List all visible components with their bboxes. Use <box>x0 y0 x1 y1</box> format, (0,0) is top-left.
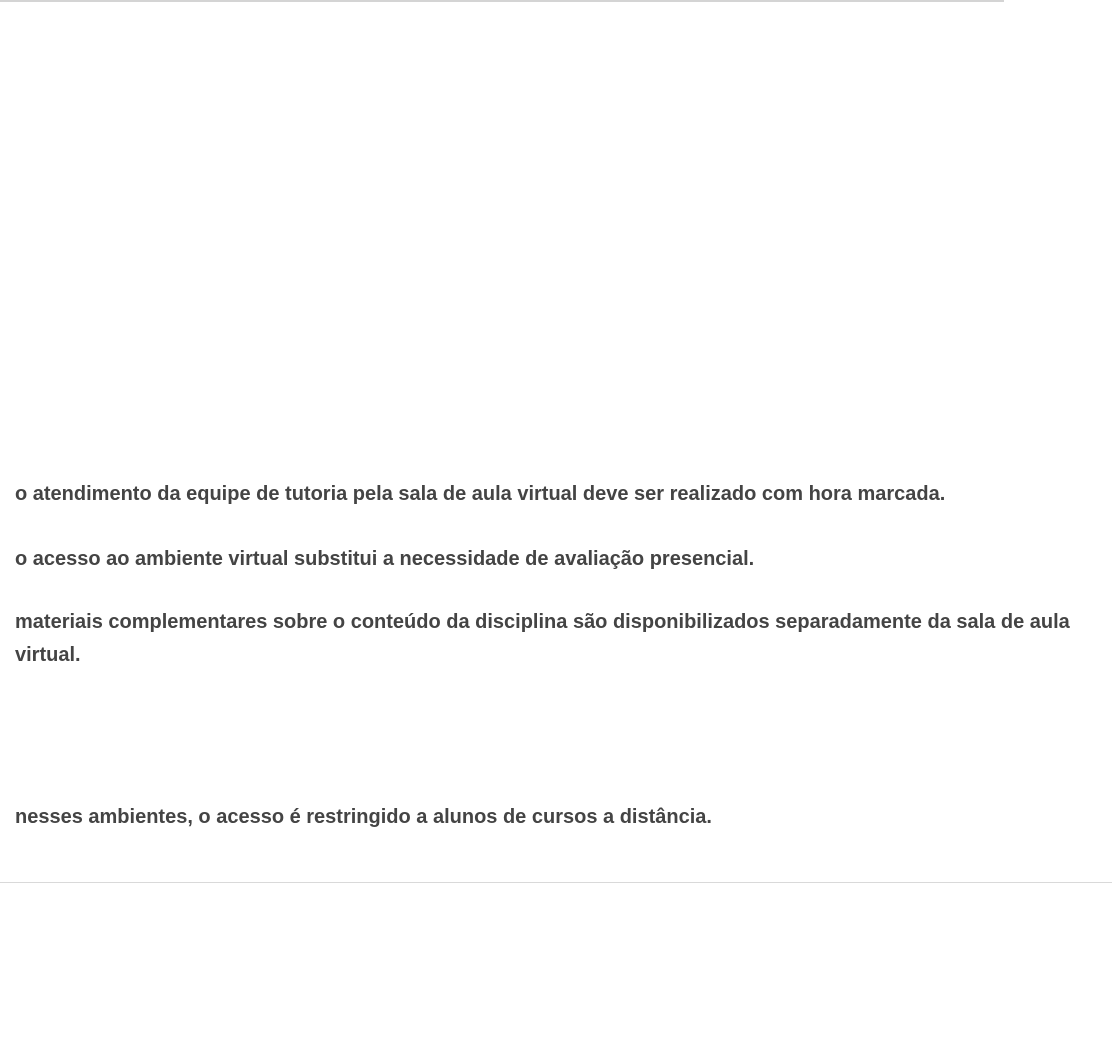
answer-option-2[interactable]: o acesso ao ambiente virtual substitui a necessidade de avaliação presencial. <box>15 548 755 570</box>
bottom-divider <box>0 882 1112 883</box>
top-divider <box>0 0 1004 2</box>
answer-option-3[interactable]: materiais complementares sobre o conteúdo da disciplina são disponibilizados separadamente da sala de aula virtual. <box>15 611 1070 666</box>
answer-option-1[interactable]: o atendimento da equipe de tutoria pela sala de aula virtual deve ser realizado com hora marcada. <box>15 483 946 505</box>
answer-option-4[interactable]: nesses ambientes, o acesso é restringido a alunos de cursos a distância. <box>15 806 712 828</box>
